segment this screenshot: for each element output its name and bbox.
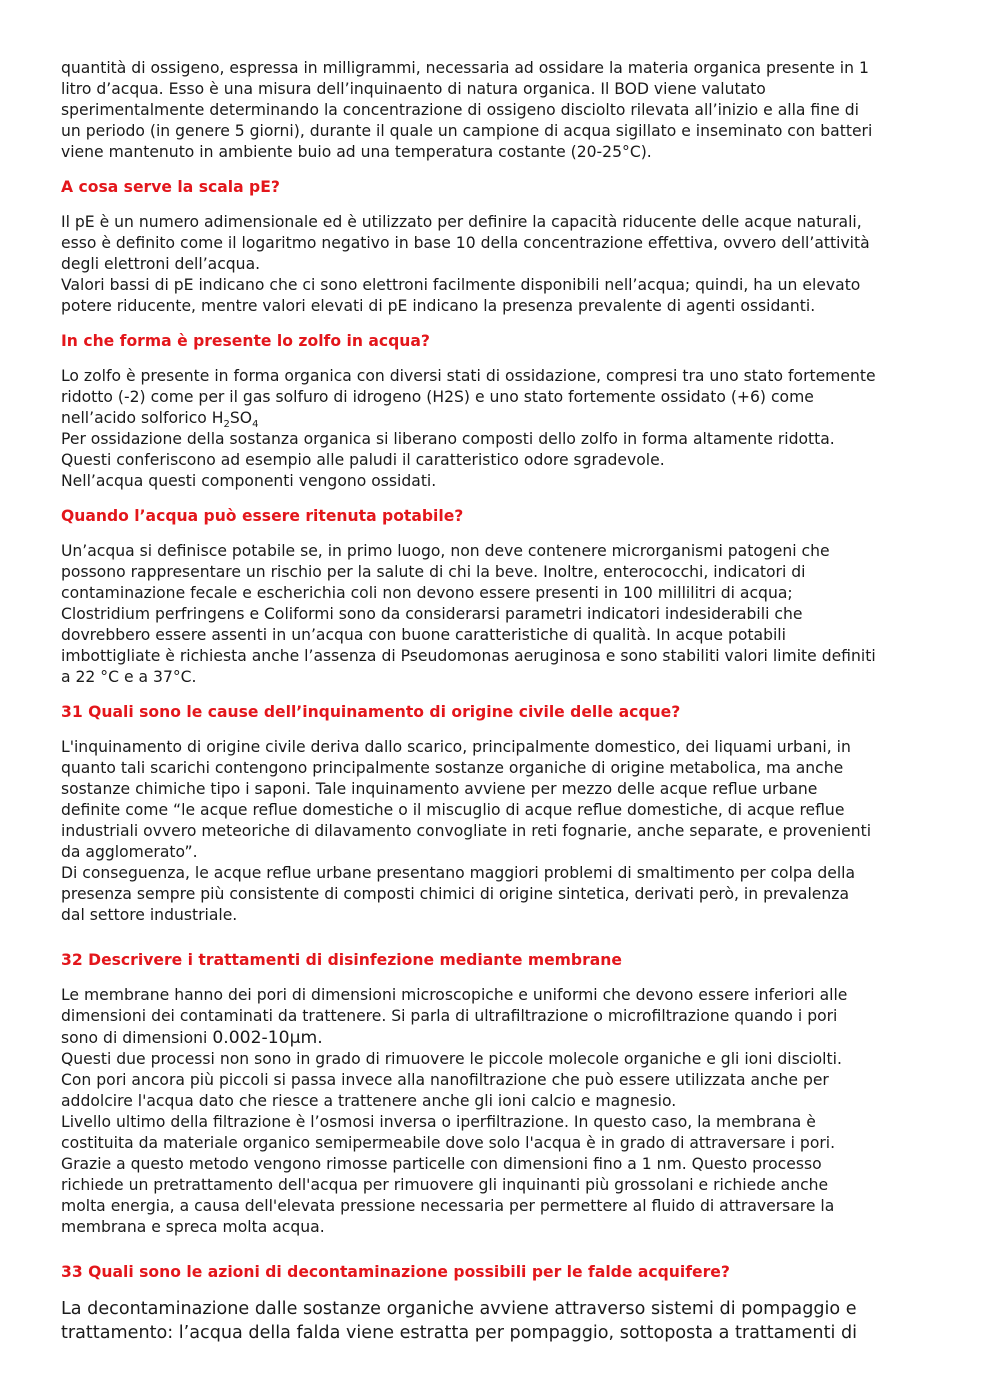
text-line: sperimentalmente determinando la concentrazione di ossigeno disciolto rilevata all’inizio e alla fine di — [61, 101, 859, 119]
text-line: Di conseguenza, le acque reflue urbane presentano maggiori problemi di smaltimento per colpa della — [61, 864, 856, 882]
text-line: viene mantenuto in ambiente buio ad una temperatura costante (20-25°C). — [61, 143, 652, 161]
text-line: esso è definito come il logaritmo negativo in base 10 della concentrazione effettiva, ovvero dell’attività — [61, 234, 870, 252]
text-line: quanto tali scarichi contengono principalmente sostanze organiche di origine metabolica, ma anche — [61, 759, 844, 777]
section-q33 — [61, 1297, 941, 1345]
text-line: Valori bassi di pE indicano che ci sono elettroni facilmente disponibili nell’acqua; quindi, ha un elevato — [61, 276, 861, 294]
text-line: da agglomerato”. — [61, 843, 198, 861]
size-value: 0.002-10μm. — [212, 1028, 323, 1048]
text-line: Grazie a questo metodo vengono rimosse particelle con dimensioni fino a 1 nm. Questo processo — [61, 1155, 822, 1173]
paragraph-q31 — [61, 737, 941, 926]
paragraph-scala-pe — [61, 212, 941, 317]
text-line: sostanze chimiche tipo i saponi. Tale inquinamento avviene per mezzo delle acque reflue urbane — [61, 780, 818, 798]
heading-q31: 31 Quali sono le cause dell’inquinamento di origine civile delle acque? — [61, 703, 681, 721]
formula-subscript: 4 — [252, 419, 259, 431]
formula-middle: SO — [229, 409, 253, 427]
formula-line — [61, 408, 941, 429]
text-line: degli elettroni dell’acqua. — [61, 255, 261, 273]
text-line: ridotto (-2) come per il gas solfuro di idrogeno (H2S) e uno stato fortemente ossidato (+6) come — [61, 388, 814, 406]
formula-subscript: 2 — [223, 419, 230, 431]
text-line: richiede un pretrattamento dell'acqua per rimuovere gli inquinanti più grossolani e richiede anche — [61, 1176, 829, 1194]
text-line: Le membrane hanno dei pori di dimensioni microscopiche e uniformi che devono essere inferiori alle — [61, 986, 848, 1004]
text-line: L'inquinamento di origine civile deriva dallo scarico, principalmente domestico, dei liquami urbani, in — [61, 738, 851, 756]
paragraph-q33 — [61, 1297, 941, 1345]
paragraph-zolfo — [61, 366, 941, 492]
text-line: possono rappresentare un rischio per la salute di chi la beve. Inoltre, enterococchi, indicatori di — [61, 563, 806, 581]
text-line: Lo zolfo è presente in forma organica con diversi stati di ossidazione, compresi tra uno stato fortemente — [61, 367, 876, 385]
text-line: dimensioni dei contaminati da trattenere. Si parla di ultrafiltrazione o microfiltrazione quando i pori — [61, 1007, 838, 1025]
text-line: a 22 °C e a 37°C. — [61, 668, 197, 686]
text-line: industriali ovvero meteoriche di dilavamento convogliate in reti fognarie, anche separate, e provenienti — [61, 822, 872, 840]
text-line: Nell’acqua questi componenti vengono ossidati. — [61, 472, 437, 490]
text-line: Questi conferiscono ad esempio alle paludi il caratteristico odore sgradevole. — [61, 451, 665, 469]
heading-q33: 33 Quali sono le azioni di decontaminazione possibili per le falde acquifere? — [61, 1263, 730, 1281]
text-line: Un’acqua si definisce potabile se, in primo luogo, non deve contenere microrganismi patogeni che — [61, 542, 830, 560]
heading-potabile: Quando l’acqua può essere ritenuta potabile? — [61, 507, 464, 525]
heading-q32: 32 Descrivere i trattamenti di disinfezione mediante membrane — [61, 951, 622, 969]
text-line: Questi due processi non sono in grado di rimuovere le piccole molecole organiche e gli ioni disciolti. — [61, 1050, 842, 1068]
heading-zolfo: In che forma è presente lo zolfo in acqua? — [61, 332, 430, 350]
heading-scala-pe: A cosa serve la scala pE? — [61, 178, 280, 196]
text-line: contaminazione fecale e escherichia coli non devono essere presenti in 100 millilitri di acqua; — [61, 584, 793, 602]
size-line — [61, 1027, 941, 1049]
text-line: quantità di ossigeno, espressa in milligrammi, necessaria ad ossidare la materia organica presente in 1 — [61, 59, 869, 77]
formula-prefix: nell’acido solforico H — [61, 409, 224, 427]
text-line: trattamento: l’acqua della falda viene estratta per pompaggio, sottoposta a trattamenti di — [61, 1323, 858, 1343]
text-line: un periodo (in genere 5 giorni), durante il quale un campione di acqua sigillato e inseminato con batteri — [61, 122, 873, 140]
text-line: membrana e spreca molta acqua. — [61, 1218, 325, 1236]
text-line: imbottigliate è richiesta anche l’assenza di Pseudomonas aeruginosa e sono stabiliti valori limite definiti — [61, 647, 876, 665]
text-line: dovrebbero essere assenti in un’acqua con buone caratteristiche di qualità. In acque potabili — [61, 626, 786, 644]
text-line: La decontaminazione dalle sostanze organiche avviene attraverso sistemi di pompaggio e — [61, 1299, 857, 1319]
text-line: Livello ultimo della filtrazione è l’osmosi inversa o iperfiltrazione. In questo caso, la membrana è — [61, 1113, 816, 1131]
text-line: addolcire l'acqua dato che riesce a trattenere anche gli ioni calcio e magnesio. — [61, 1092, 677, 1110]
text-line: costituita da materiale organico semipermeabile dove solo l'acqua è in grado di attraversare i pori. — [61, 1134, 836, 1152]
text-line: Per ossidazione della sostanza organica si liberano composti dello zolfo in forma altamente ridotta. — [61, 430, 835, 448]
intro-paragraph — [61, 58, 941, 163]
paragraph-q32 — [61, 985, 941, 1238]
text-line: potere riducente, mentre valori elevati di pE indicano la presenza prevalente di agenti ossidanti. — [61, 297, 816, 315]
text-line: litro d’acqua. Esso è una misura dell’inquinaento di natura organica. Il BOD viene valutato — [61, 80, 766, 98]
text-line: Clostridium perfringens e Coliformi sono da considerarsi parametri indicatori indesiderabili che — [61, 605, 803, 623]
text-line: presenza sempre più consistente di composti chimici di origine sintetica, derivati però, in prevalenza — [61, 885, 850, 903]
paragraph-potabile — [61, 541, 941, 688]
text-line: molta energia, a causa dell'elevata pressione necessaria per permettere al fluido di attraversare la — [61, 1197, 835, 1215]
text-line: Con pori ancora più piccoli si passa invece alla nanofiltrazione che può essere utilizzata anche per — [61, 1071, 829, 1089]
text-line: Il pE è un numero adimensionale ed è utilizzato per definire la capacità riducente delle acque naturali, — [61, 213, 862, 231]
text-line: definite come “le acque reflue domestiche o il miscuglio di acque reflue domestiche, di acque reflue — [61, 801, 845, 819]
text-line: dal settore industriale. — [61, 906, 238, 924]
document-page — [61, 58, 941, 1345]
size-prefix: sono di dimensioni — [61, 1029, 213, 1047]
